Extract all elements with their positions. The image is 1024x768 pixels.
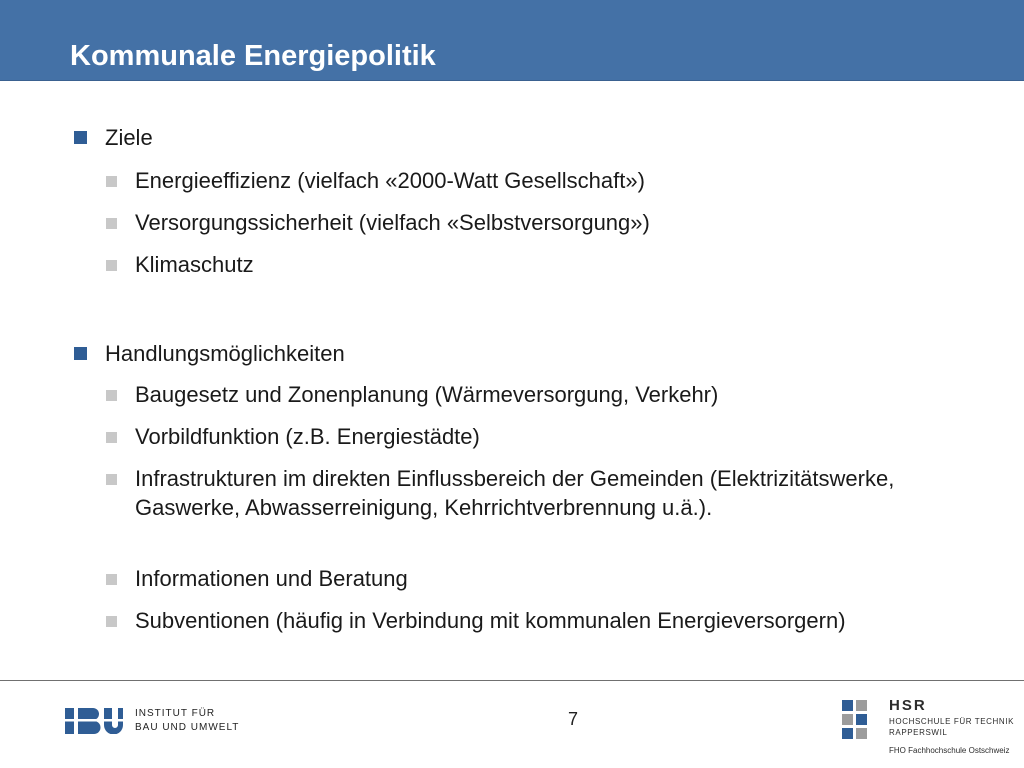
footer-divider bbox=[0, 680, 1024, 681]
list-item: Informationen und Beratung bbox=[135, 566, 408, 591]
section-heading-handlungsmoeglichkeiten: Handlungsmöglichkeiten bbox=[105, 341, 345, 366]
ibu-line1: INSTITUT FÜR bbox=[135, 708, 216, 719]
list-item: Subventionen (häufig in Verbindung mit kommunalen Energieversorgern) bbox=[135, 608, 846, 633]
ibu-text bbox=[135, 707, 239, 735]
ibu-line2: BAU UND UMWELT bbox=[135, 722, 240, 733]
list-item: Energieeffizienz (vielfach «2000-Watt Gesellschaft») bbox=[135, 168, 645, 193]
list-item: Versorgungssicherheit (vielfach «Selbstversorgung») bbox=[135, 210, 650, 235]
hsr-name: HSR bbox=[889, 697, 927, 714]
bullet-square-icon bbox=[74, 347, 87, 360]
sub-bullet-square-icon bbox=[106, 616, 117, 627]
sub-bullet-square-icon bbox=[106, 260, 117, 271]
bullet-square-icon bbox=[74, 131, 87, 144]
list-item: Klimaschutz bbox=[135, 252, 254, 277]
sub-bullet-square-icon bbox=[106, 432, 117, 443]
sub-bullet-square-icon bbox=[106, 474, 117, 485]
sub-bullet-square-icon bbox=[106, 176, 117, 187]
hsr-logo bbox=[842, 697, 1017, 763]
sub-bullet-square-icon bbox=[106, 574, 117, 585]
sub-bullet-square-icon bbox=[106, 390, 117, 401]
section-heading-ziele: Ziele bbox=[105, 125, 153, 150]
hsr-line2: RAPPERSWIL bbox=[889, 728, 948, 737]
sub-bullet-square-icon bbox=[106, 218, 117, 229]
slide-header bbox=[0, 0, 1024, 81]
list-item: Infrastrukturen im direkten Einflussbereich der Gemeinden (Elektrizitätswerke, Gaswerke, Abwasserreinigung, Kehrrichtverbrennung u.ä.). bbox=[135, 466, 895, 520]
slide-title: Kommunale Energiepolitik bbox=[70, 40, 436, 72]
list-item: Vorbildfunktion (z.B. Energiestädte) bbox=[135, 424, 480, 449]
hsr-line1: HOCHSCHULE FÜR TECHNIK bbox=[889, 717, 1015, 726]
hsr-squares-icon bbox=[842, 700, 882, 740]
list-item: Baugesetz und Zonenplanung (Wärmeversorgung, Verkehr) bbox=[135, 382, 719, 407]
ibu-logo bbox=[65, 703, 245, 739]
page-number: 7 bbox=[567, 709, 578, 729]
ibu-mark-icon bbox=[65, 708, 123, 734]
hsr-fho: FHO Fachhochschule Ostschweiz bbox=[889, 746, 1010, 755]
